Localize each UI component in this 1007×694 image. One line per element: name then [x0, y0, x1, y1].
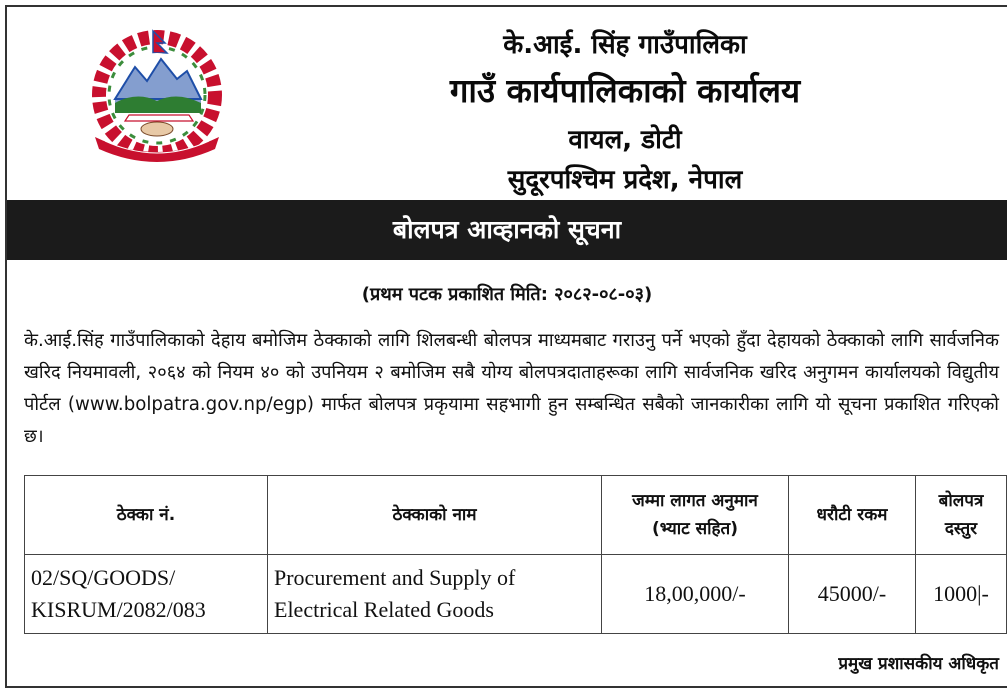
header-estimated-cost-line1: जम्मा लागत अनुमान	[632, 491, 758, 511]
table-header-row	[25, 476, 1007, 555]
contract-name-line1: Procurement and Supply of	[274, 565, 516, 590]
header-contract-name: ठेक्काको नाम	[268, 476, 602, 555]
office-location: वायल, डोटी	[568, 125, 682, 155]
cell-contract-no	[25, 555, 268, 634]
header-estimated-cost	[602, 476, 789, 555]
header-contract-no: ठेक्का नं.	[25, 476, 268, 555]
tender-table	[24, 475, 1007, 634]
header-estimated-cost-line2: (भ्याट सहित)	[652, 519, 738, 539]
header-fee-line1: बोलपत्र	[938, 491, 984, 511]
contract-no-line1: 02/SQ/GOODS/	[31, 565, 176, 590]
header-fee-line2: दस्तुर	[944, 519, 978, 539]
office-name: गाउँ कार्यपालिकाको कार्यालय	[449, 71, 801, 110]
nepal-emblem-icon	[77, 29, 237, 164]
contract-name-line2: Electrical Related Goods	[274, 597, 494, 622]
header-deposit: धरौटी रकम	[789, 476, 916, 555]
notice-title: बोलपत्र आव्हानको सूचना	[392, 215, 622, 244]
notice-body: के.आई.सिंह गाउँपालिकाको देहाय बमोजिम ठेक्काको लागि शिलबन्धी बोलपत्र माध्यमबाट गराउनु पर्ने भएको हुँदा देहायको ठेक्काको लागि सार्वजनिक खरिद नियमावली, २०६४ को नियम ४० को उपनियम २ बमोजिम सबै योग्य बोलपत्रदाताहरूका लागि सार्वजनिक खरिद अनुगमन कार्यालयको विद्युतीय पोर्टल (www.bolpatra.gov.np/egp) मार्फत बोलपत्र प्रकृयामा सहभागी हुन सम्बन्धित सबैको जानकारीका लागि यो सूचना प्रकाशित गरिएको छ।	[24, 330, 999, 447]
cell-deposit: 45000/-	[789, 555, 916, 634]
cell-contract-name	[268, 555, 602, 634]
publication-date: (प्रथम पटक प्रकाशित मिति: २०८२-०८-०३)	[361, 284, 653, 305]
notice-page	[5, 5, 1007, 688]
notice-title-banner	[7, 200, 1007, 260]
contract-no-line2: KISRUM/2082/083	[31, 597, 206, 622]
cell-fee: 1000|-	[916, 555, 1007, 634]
header-fee	[916, 476, 1007, 555]
table-row	[25, 555, 1007, 634]
province-country: सुदूरपश्चिम प्रदेश, नेपाल	[507, 165, 743, 195]
cell-estimated-cost: 18,00,000/-	[602, 555, 789, 634]
municipality-name: के.आई. सिंह गाउँपालिका	[503, 30, 747, 60]
signatory-title: प्रमुख प्रशासकीय अधिकृत	[838, 654, 999, 674]
